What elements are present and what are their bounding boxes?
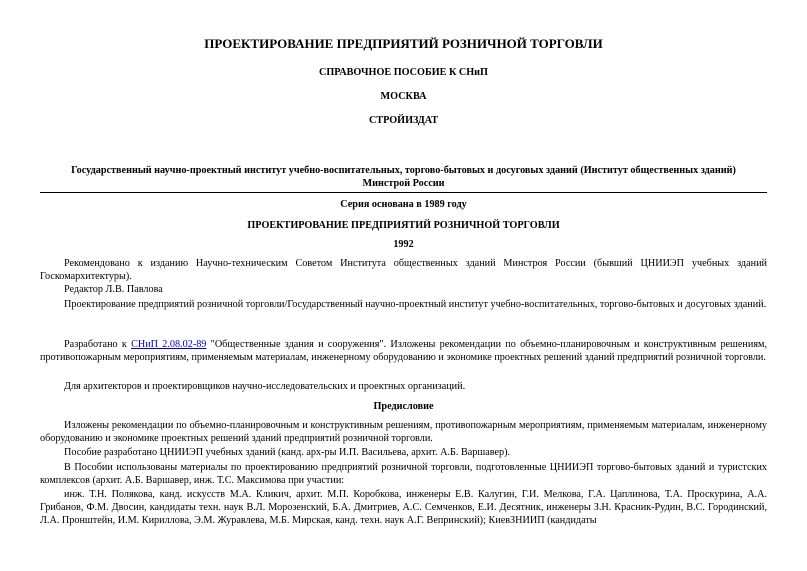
audience-line: Для архитекторов и проектировщиков научно-исследовательских и проектных организаций.	[64, 381, 466, 392]
preface-paragraph-4: инж. Т.Н. Полякова, канд. искусств М.А. Кликич, архит. М.П. Коробкова, инженеры Е.В. Калугин, Г.И. Мелкова, Г.А. Цаплинова, Т.А. Проскурина, А.А. Грибанов, Ф.М. Двосин, кандидаты техн. наук В.Л. Морозенский, Б.А. Дмитриев, А.С. Семченков, Е.И. Десятник, инженеры З.Н. Красник-Рудин, В.С. Городинский, Л.А. Пронштейн, И.М. Кириллова, Э.М. Журавлева, М.Б. Мирская, канд. техн. наук А.Г. Вепринский); КиевЗНИИП (кандидаты	[40, 489, 767, 526]
developed-prefix: Разработано к	[64, 339, 127, 350]
editor-line: Редактор Л.В. Павлова	[64, 284, 163, 295]
main-title: ПРОЕКТИРОВАНИЕ ПРЕДПРИЯТИЙ РОЗНИЧНОЙ ТОРГОВЛИ	[204, 36, 603, 51]
series-year: 1992	[393, 239, 414, 250]
preface-paragraph-3: В Пособии использованы материалы по проектированию предприятий розничной торговли, подготовленные ЦНИИЭП торгово-бытовых зданий и туристских комплексов (архит. А.Б. Варшавер, инж. Т.С. Максимова при участии:	[40, 462, 767, 486]
series-founded: Серия основана в 1989 году	[340, 199, 467, 210]
subtitle: СПРАВОЧНОЕ ПОСОБИЕ К СНиП	[319, 67, 488, 78]
institute-ministry: Минстрой России	[362, 178, 445, 189]
divider	[40, 192, 767, 193]
preface-heading: Предисловие	[373, 401, 434, 412]
recommended-paragraph: Рекомендовано к изданию Научно-техническим Советом Института общественных зданий Минстроя России (бывший ЦНИИЭП учебных зданий Госкомархитектуры).	[40, 258, 767, 282]
snip-link[interactable]: СНиП 2.08.02-89	[131, 339, 207, 350]
preface-paragraph-2: Пособие разработано ЦНИИЭП учебных зданий (канд. арх-ры И.П. Васильева, архит. А.Б. Варшавер).	[64, 447, 511, 458]
developed-rest: "Общественные здания и сооружения". Изложены рекомендации по объемно-планировочным и конструктивным решениям, противопожарным мероприятиям, применяемым материалам, инженерному оборудованию и экономике проектных решений зданий предприятий розничной торговли.	[40, 339, 768, 363]
series-title: ПРОЕКТИРОВАНИЕ ПРЕДПРИЯТИЙ РОЗНИЧНОЙ ТОРГОВЛИ	[247, 220, 560, 231]
city: МОСКВА	[380, 91, 427, 102]
developed-paragraph	[40, 338, 767, 364]
citation-paragraph: Проектирование предприятий розничной торговли/Государственный научно-проектный институт учебно-воспитательных, торгово-бытовых и досуговых зданий.	[64, 299, 767, 310]
institute-name: Государственный научно-проектный институт учебно-воспитательных, торгово-бытовых и досуговых зданий (Институт общественных зданий)	[71, 165, 736, 176]
preface-paragraph-1: Изложены рекомендации по объемно-планировочным и конструктивным решениям, противопожарным мероприятиям, применяемым материалам, инженерному оборудованию и экономике проектных решений зданий предприятий розничной торговли.	[40, 420, 767, 444]
publisher: СТРОЙИЗДАТ	[368, 115, 439, 126]
